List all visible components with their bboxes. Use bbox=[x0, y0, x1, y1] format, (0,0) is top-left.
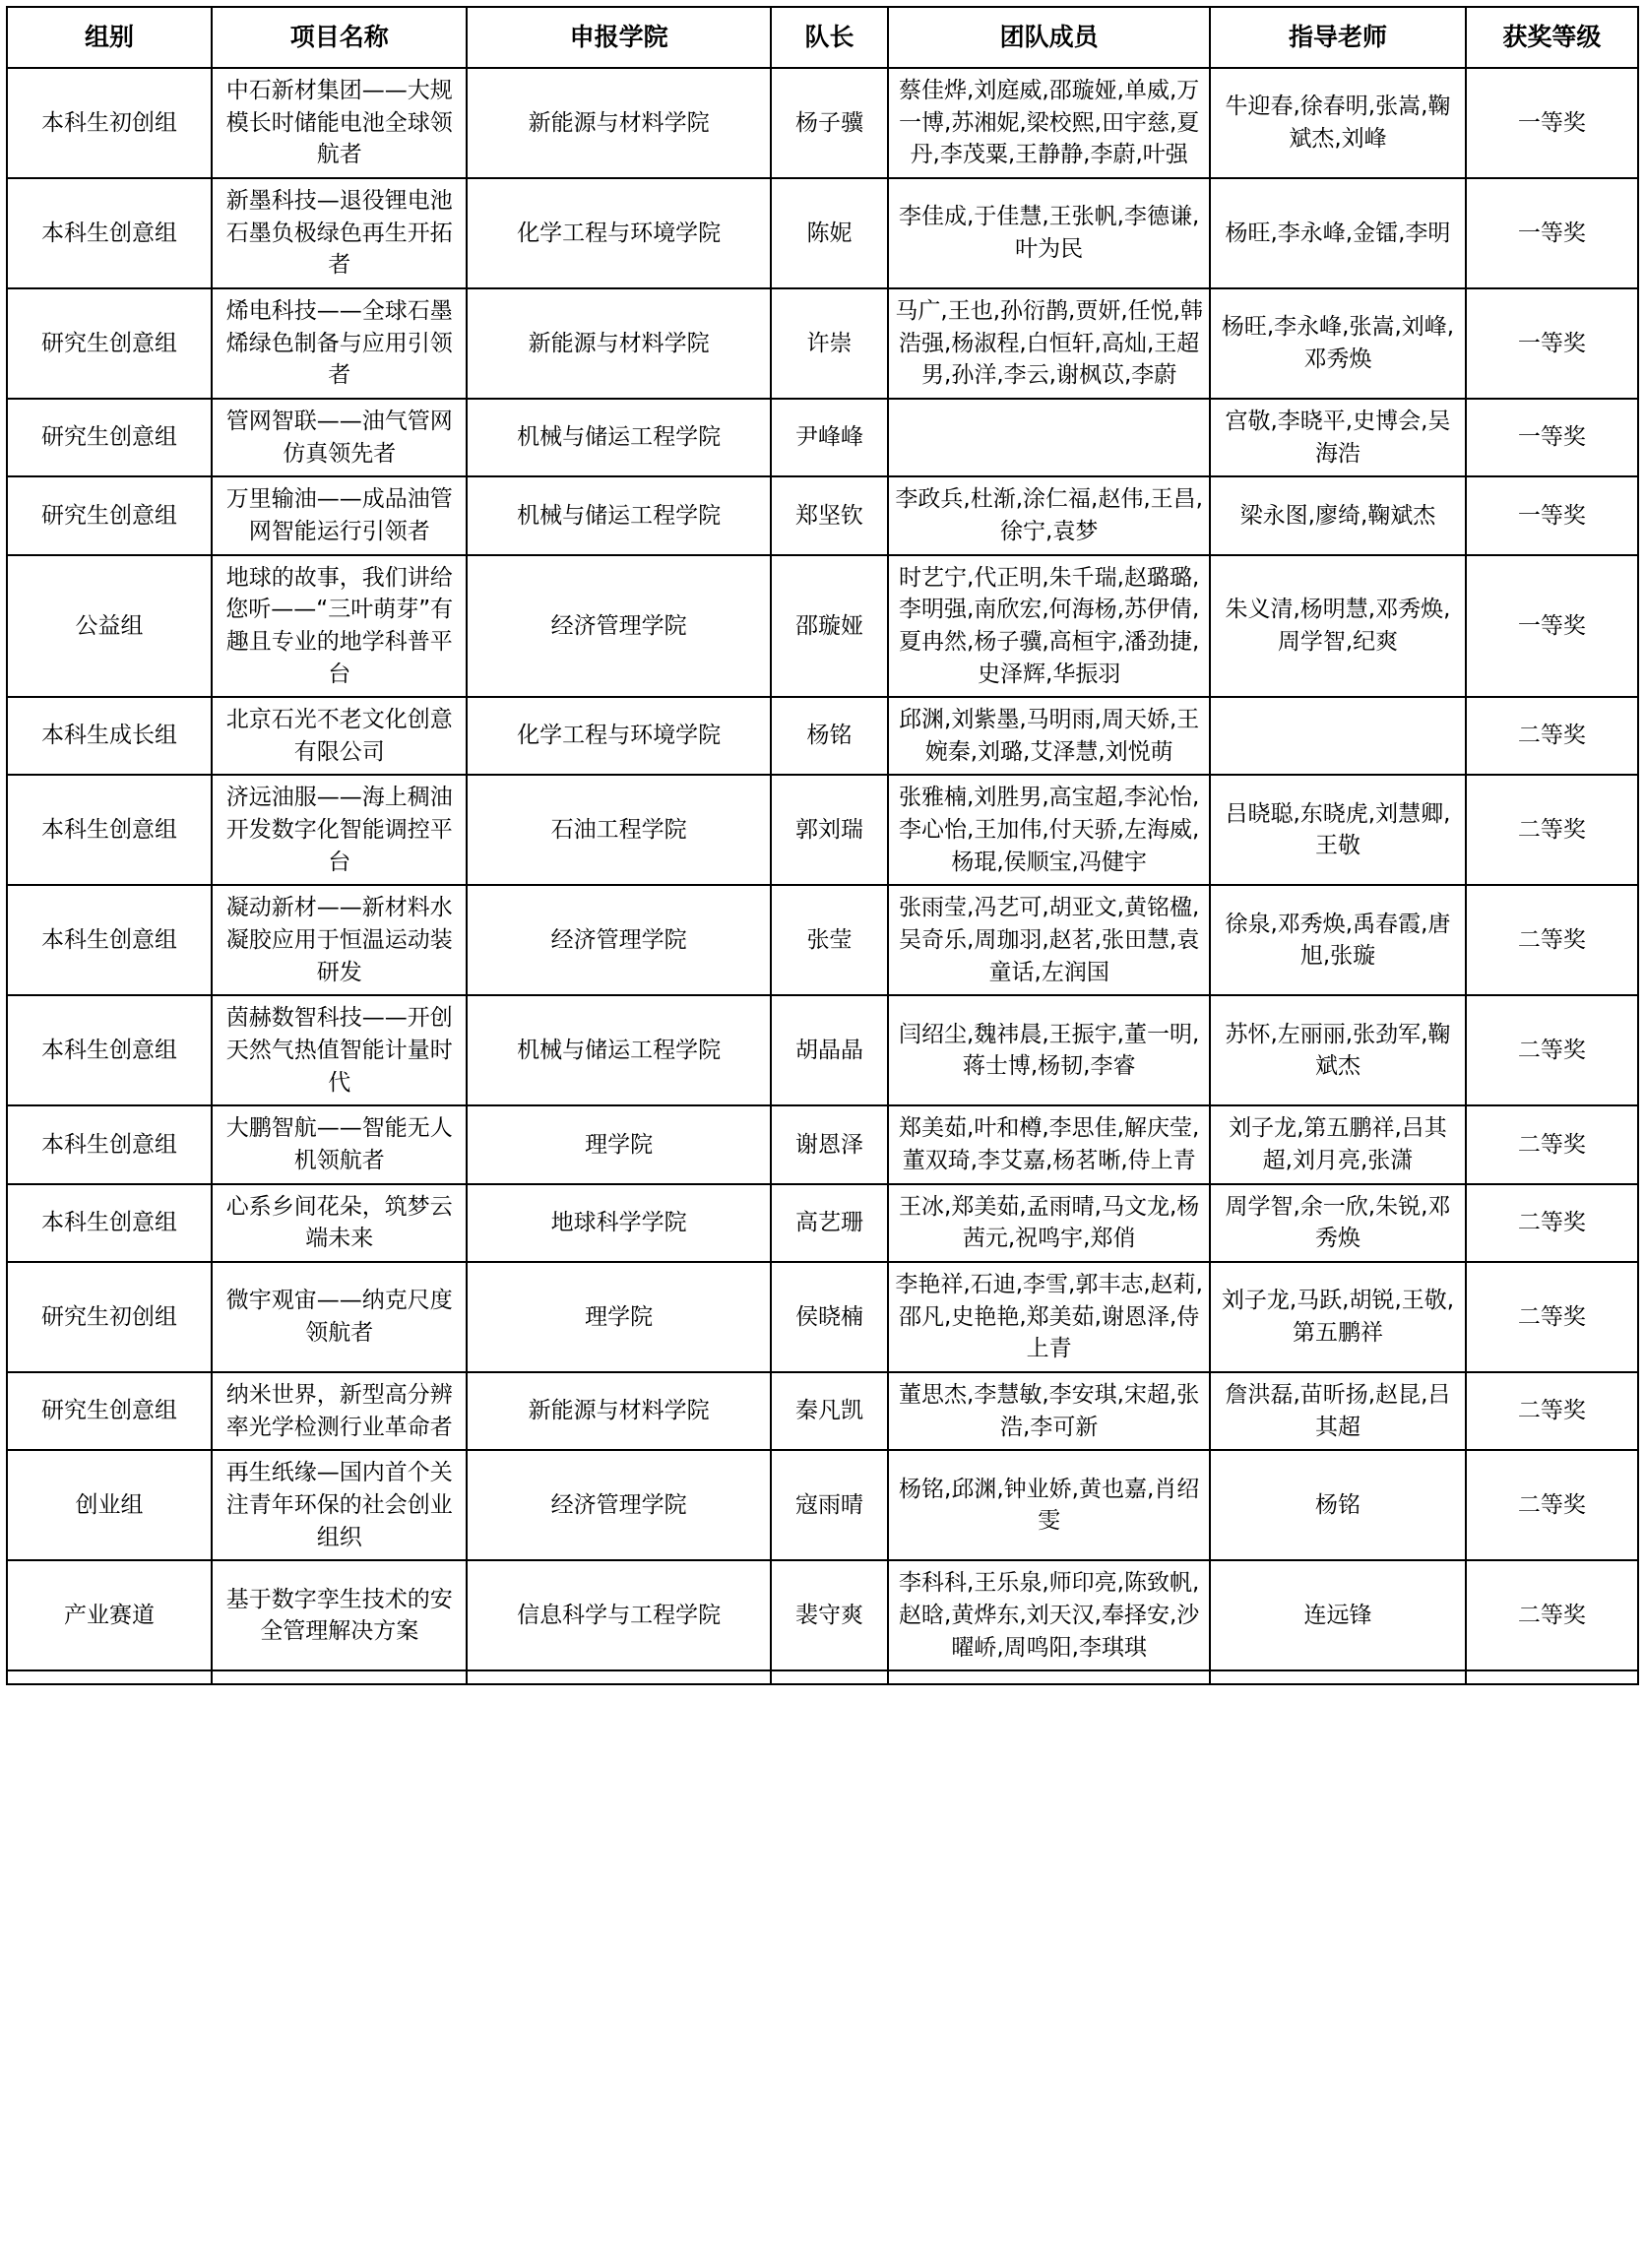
cell-leader: 尹峰峰 bbox=[771, 399, 888, 476]
cell-award: 一等奖 bbox=[1466, 68, 1638, 178]
cell-teacher: 连远锋 bbox=[1210, 1560, 1465, 1670]
cell-leader: 谢恩泽 bbox=[771, 1105, 888, 1183]
cell-members: 李艳祥,石迪,李雪,郭丰志,赵莉,邵凡,史艳艳,郑美茹,谢恩泽,侍上青 bbox=[888, 1262, 1210, 1372]
cell-teacher: 詹洪磊,苗昕扬,赵昆,吕其超 bbox=[1210, 1372, 1465, 1450]
cell-teacher: 周学智,余一欣,朱锐,邓秀焕 bbox=[1210, 1184, 1465, 1262]
cell-project: 微宇观宙——纳克尺度领航者 bbox=[212, 1262, 467, 1372]
cell-members: 时艺宁,代正明,朱千瑞,赵璐璐,李明强,南欣宏,何海杨,苏伊倩,夏冉然,杨子骥,高桓宇,潘劲捷,史泽辉,华振羽 bbox=[888, 555, 1210, 698]
cell-teacher: 杨旺,李永峰,金镭,李明 bbox=[1210, 178, 1465, 288]
cell-leader bbox=[771, 1670, 888, 1684]
column-header-group: 组别 bbox=[7, 7, 212, 68]
cell-project: 心系乡间花朵，筑梦云端未来 bbox=[212, 1184, 467, 1262]
cell-college: 理学院 bbox=[467, 1105, 770, 1183]
cell-project: 地球的故事，我们讲给您听——“三叶萌芽”有趣且专业的地学科普平台 bbox=[212, 555, 467, 698]
cell-award: 二等奖 bbox=[1466, 1450, 1638, 1560]
table-row bbox=[7, 1450, 1638, 1560]
cell-college: 化学工程与环境学院 bbox=[467, 178, 770, 288]
cell-award: 二等奖 bbox=[1466, 1262, 1638, 1372]
cell-project: 烯电科技——全球石墨烯绿色制备与应用引领者 bbox=[212, 288, 467, 399]
cell-award: 二等奖 bbox=[1466, 697, 1638, 775]
cell-group: 产业赛道 bbox=[7, 1560, 212, 1670]
table-row bbox=[7, 1560, 1638, 1670]
cell-teacher: 刘子龙,第五鹏祥,吕其超,刘月亮,张潇 bbox=[1210, 1105, 1465, 1183]
cell-award: 一等奖 bbox=[1466, 399, 1638, 476]
cell-group: 研究生创意组 bbox=[7, 399, 212, 476]
cell-project: 新墨科技—退役锂电池石墨负极绿色再生开拓者 bbox=[212, 178, 467, 288]
cell-college: 新能源与材料学院 bbox=[467, 288, 770, 399]
cell-group: 本科生成长组 bbox=[7, 697, 212, 775]
table-row bbox=[7, 178, 1638, 288]
column-header-members: 团队成员 bbox=[888, 7, 1210, 68]
cell-group: 本科生创意组 bbox=[7, 885, 212, 995]
cell-award bbox=[1466, 1670, 1638, 1684]
cell-teacher: 徐泉,邓秀焕,禹春霞,唐旭,张璇 bbox=[1210, 885, 1465, 995]
table-header bbox=[7, 7, 1638, 68]
cell-leader: 胡晶晶 bbox=[771, 995, 888, 1105]
cell-award: 二等奖 bbox=[1466, 775, 1638, 885]
cell-award: 二等奖 bbox=[1466, 1184, 1638, 1262]
column-header-award: 获奖等级 bbox=[1466, 7, 1638, 68]
cell-project: 北京石光不老文化创意有限公司 bbox=[212, 697, 467, 775]
table-row bbox=[7, 1670, 1638, 1684]
cell-group: 研究生创意组 bbox=[7, 1372, 212, 1450]
cell-college: 机械与储运工程学院 bbox=[467, 995, 770, 1105]
cell-group: 本科生创意组 bbox=[7, 775, 212, 885]
cell-project: 济远油服——海上稠油开发数字化智能调控平台 bbox=[212, 775, 467, 885]
cell-project: 管网智联——油气管网仿真领先者 bbox=[212, 399, 467, 476]
cell-award: 一等奖 bbox=[1466, 555, 1638, 698]
cell-members: 董思杰,李慧敏,李安琪,宋超,张浩,李可新 bbox=[888, 1372, 1210, 1450]
cell-college bbox=[467, 1670, 770, 1684]
cell-members: 王冰,郑美茹,孟雨晴,马文龙,杨茜元,祝鸣宇,郑俏 bbox=[888, 1184, 1210, 1262]
table-row bbox=[7, 288, 1638, 399]
cell-members: 郑美茹,叶和樽,李思佳,解庆莹,董双琦,李艾嘉,杨茗晰,侍上青 bbox=[888, 1105, 1210, 1183]
table-row bbox=[7, 1184, 1638, 1262]
cell-leader: 高艺珊 bbox=[771, 1184, 888, 1262]
cell-group: 研究生创意组 bbox=[7, 288, 212, 399]
table-body bbox=[7, 68, 1638, 1684]
cell-members bbox=[888, 399, 1210, 476]
cell-group: 本科生创意组 bbox=[7, 178, 212, 288]
cell-group: 研究生初创组 bbox=[7, 1262, 212, 1372]
cell-teacher: 苏怀,左丽丽,张劲军,鞠斌杰 bbox=[1210, 995, 1465, 1105]
cell-award: 二等奖 bbox=[1466, 1560, 1638, 1670]
cell-group: 研究生创意组 bbox=[7, 476, 212, 554]
cell-college: 经济管理学院 bbox=[467, 1450, 770, 1560]
cell-group: 公益组 bbox=[7, 555, 212, 698]
cell-college: 新能源与材料学院 bbox=[467, 1372, 770, 1450]
cell-leader: 杨子骥 bbox=[771, 68, 888, 178]
column-header-college: 申报学院 bbox=[467, 7, 770, 68]
cell-award: 二等奖 bbox=[1466, 995, 1638, 1105]
cell-college: 理学院 bbox=[467, 1262, 770, 1372]
cell-teacher bbox=[1210, 1670, 1465, 1684]
cell-award: 一等奖 bbox=[1466, 178, 1638, 288]
cell-members: 李佳成,于佳慧,王张帆,李德谦,叶为民 bbox=[888, 178, 1210, 288]
cell-college: 经济管理学院 bbox=[467, 885, 770, 995]
table-row bbox=[7, 995, 1638, 1105]
cell-project: 凝动新材——新材料水凝胶应用于恒温运动装研发 bbox=[212, 885, 467, 995]
cell-teacher: 刘子龙,马跃,胡锐,王敬,第五鹏祥 bbox=[1210, 1262, 1465, 1372]
table-row bbox=[7, 885, 1638, 995]
cell-project: 万里输油——成品油管网智能运行引领者 bbox=[212, 476, 467, 554]
cell-teacher: 梁永图,廖绮,鞠斌杰 bbox=[1210, 476, 1465, 554]
cell-teacher: 牛迎春,徐春明,张嵩,鞠斌杰,刘峰 bbox=[1210, 68, 1465, 178]
cell-leader: 寇雨晴 bbox=[771, 1450, 888, 1560]
table-row bbox=[7, 775, 1638, 885]
cell-teacher: 杨铭 bbox=[1210, 1450, 1465, 1560]
cell-college: 化学工程与环境学院 bbox=[467, 697, 770, 775]
column-header-project: 项目名称 bbox=[212, 7, 467, 68]
cell-project: 再生纸缘—国内首个关注青年环保的社会创业组织 bbox=[212, 1450, 467, 1560]
cell-project: 纳米世界，新型高分辨率光学检测行业革命者 bbox=[212, 1372, 467, 1450]
cell-members: 闫绍尘,魏祎晨,王振宇,董一明,蒋士博,杨韧,李睿 bbox=[888, 995, 1210, 1105]
cell-teacher: 吕晓聪,东晓虎,刘慧卿,王敬 bbox=[1210, 775, 1465, 885]
cell-members: 邱渊,刘紫墨,马明雨,周天娇,王婉秦,刘璐,艾泽慧,刘悦萌 bbox=[888, 697, 1210, 775]
table-row bbox=[7, 1372, 1638, 1450]
cell-award: 一等奖 bbox=[1466, 476, 1638, 554]
cell-award: 二等奖 bbox=[1466, 1105, 1638, 1183]
cell-members bbox=[888, 1670, 1210, 1684]
cell-members: 马广,王也,孙衍鹊,贾妍,任悦,韩浩强,杨淑程,白恒轩,高灿,王超男,孙洋,李云,谢枫苡,李蔚 bbox=[888, 288, 1210, 399]
cell-college: 经济管理学院 bbox=[467, 555, 770, 698]
cell-teacher bbox=[1210, 697, 1465, 775]
cell-members: 张雨莹,冯艺可,胡亚文,黄铭楹,吴奇乐,周珈羽,赵茗,张田慧,袁童话,左润国 bbox=[888, 885, 1210, 995]
cell-teacher: 杨旺,李永峰,张嵩,刘峰,邓秀焕 bbox=[1210, 288, 1465, 399]
cell-project: 茵赫数智科技——开创天然气热值智能计量时代 bbox=[212, 995, 467, 1105]
cell-members: 杨铭,邱渊,钟业娇,黄也嘉,肖绍雯 bbox=[888, 1450, 1210, 1560]
cell-leader: 邵璇娅 bbox=[771, 555, 888, 698]
cell-project bbox=[212, 1670, 467, 1684]
cell-members: 李政兵,杜渐,涂仁福,赵伟,王昌,徐宁,袁梦 bbox=[888, 476, 1210, 554]
table-row bbox=[7, 1262, 1638, 1372]
cell-group: 本科生创意组 bbox=[7, 995, 212, 1105]
cell-college: 石油工程学院 bbox=[467, 775, 770, 885]
cell-leader: 秦凡凯 bbox=[771, 1372, 888, 1450]
cell-teacher: 宫敬,李晓平,史博会,吴海浩 bbox=[1210, 399, 1465, 476]
cell-project: 基于数字孪生技术的安全管理解决方案 bbox=[212, 1560, 467, 1670]
table-row bbox=[7, 68, 1638, 178]
cell-project: 中石新材集团——大规模长时储能电池全球领航者 bbox=[212, 68, 467, 178]
cell-leader: 郭刘瑞 bbox=[771, 775, 888, 885]
cell-group: 创业组 bbox=[7, 1450, 212, 1560]
cell-college: 地球科学学院 bbox=[467, 1184, 770, 1262]
cell-leader: 裴守爽 bbox=[771, 1560, 888, 1670]
cell-project: 大鹏智航——智能无人机领航者 bbox=[212, 1105, 467, 1183]
cell-members: 李科科,王乐泉,师印亮,陈致帆,赵晗,黄烨东,刘天汉,奉择安,沙曜峤,周鸣阳,李琪琪 bbox=[888, 1560, 1210, 1670]
cell-group: 本科生创意组 bbox=[7, 1184, 212, 1262]
cell-college: 新能源与材料学院 bbox=[467, 68, 770, 178]
award-results-table bbox=[6, 6, 1639, 1685]
cell-award: 一等奖 bbox=[1466, 288, 1638, 399]
cell-members: 蔡佳烨,刘庭威,邵璇娅,单威,万一博,苏湘妮,梁校熙,田宇慈,夏丹,李茂粟,王静静,李蔚,叶强 bbox=[888, 68, 1210, 178]
cell-group: 本科生创意组 bbox=[7, 1105, 212, 1183]
cell-leader: 杨铭 bbox=[771, 697, 888, 775]
cell-leader: 侯晓楠 bbox=[771, 1262, 888, 1372]
cell-award: 二等奖 bbox=[1466, 1372, 1638, 1450]
column-header-leader: 队长 bbox=[771, 7, 888, 68]
cell-college: 机械与储运工程学院 bbox=[467, 476, 770, 554]
cell-leader: 陈妮 bbox=[771, 178, 888, 288]
cell-college: 机械与储运工程学院 bbox=[467, 399, 770, 476]
table-header-row bbox=[7, 7, 1638, 68]
cell-award: 二等奖 bbox=[1466, 885, 1638, 995]
column-header-teacher: 指导老师 bbox=[1210, 7, 1465, 68]
cell-teacher: 朱义清,杨明慧,邓秀焕,周学智,纪爽 bbox=[1210, 555, 1465, 698]
cell-leader: 张莹 bbox=[771, 885, 888, 995]
cell-college: 信息科学与工程学院 bbox=[467, 1560, 770, 1670]
table-row bbox=[7, 476, 1638, 554]
table-row bbox=[7, 399, 1638, 476]
table-row bbox=[7, 555, 1638, 698]
cell-leader: 郑坚钦 bbox=[771, 476, 888, 554]
cell-leader: 许崇 bbox=[771, 288, 888, 399]
table-row bbox=[7, 1105, 1638, 1183]
cell-group bbox=[7, 1670, 212, 1684]
table-row bbox=[7, 697, 1638, 775]
cell-group: 本科生初创组 bbox=[7, 68, 212, 178]
cell-members: 张雅楠,刘胜男,高宝超,李沁怡,李心怡,王加伟,付天骄,左海威,杨琨,侯顺宝,冯健宇 bbox=[888, 775, 1210, 885]
